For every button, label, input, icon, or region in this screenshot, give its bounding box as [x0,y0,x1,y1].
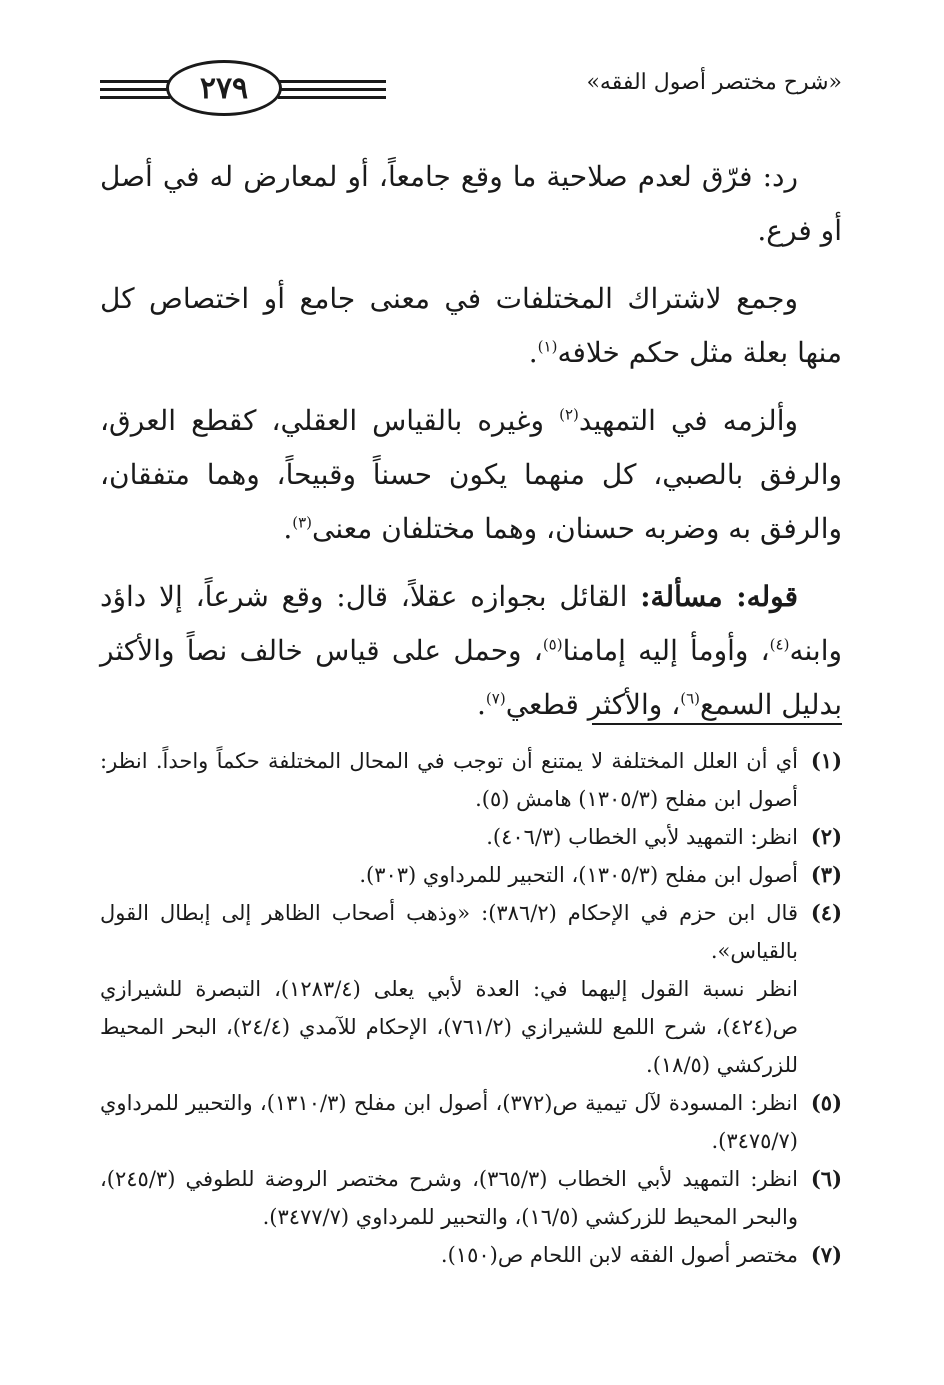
footnote-body [100,818,798,856]
footnote-ref[interactable]: (٦) [680,689,701,708]
footnote-number: (٥) [810,1090,842,1115]
paragraph-text: القائل بجوازه عقلاً، قال: وقع شرعاً، إلا داؤد وابنه [100,580,842,667]
header-rule [100,80,170,83]
footnote-ref[interactable]: (٢) [559,405,579,424]
footnote-ref[interactable]: (٣) [292,513,312,532]
footnote-text: أي أن العلل المختلفة لا يمتنع أن توجب في المحال المختلفة حكماً واحداً. انظر: أصول ابن مفلح (١٣٠٥/٣) هامش (٥). [100,749,798,811]
paragraph-1 [100,150,842,258]
footnote-item [100,1160,842,1236]
paragraph-text: وغيره بالقياس العقلي، كقطع العرق، والرفق بالصبي، كل منهما يكون حسناً وقبيحاً، وهما متفقان، والرفق به وضربه حسنان، وهما مختلفان معنى [100,404,842,545]
page-number: ٢٧٩ [166,60,282,116]
footnote-text: انظر: التمهيد لأبي الخطاب (٣٦٥/٣)، وشرح مختصر الروضة للطوفي (٢٤٥/٣)، والبحر المحيط للزركشي (١٦/٥)، والتحبير للمرداوي (٣٤٧٧/٧). [100,1167,798,1229]
footnote-number: (٤) [810,900,842,925]
header-rule [100,88,170,91]
paragraph-text: . [528,336,538,369]
footnote-text: انظر: المسودة لآل تيمية ص(٣٧٢)، أصول ابن مفلح (١٣١٠/٣)، والتحبير للمرداوي (٣٤٧٥/٧). [100,1091,798,1153]
paragraph-lead: قوله: مسألة: [640,580,798,613]
footnote-item [100,856,842,894]
page-header [100,58,842,122]
header-rule [100,96,170,99]
footnote-body [100,856,798,894]
footnote-number: (٢) [810,824,842,849]
paragraph-text: ، وأومأ إليه إمامنا [562,634,770,667]
footnote-text: انظر نسبة القول إليهما في: العدة لأبي يعلى (١٢٨٣/٤)، التبصرة للشيرازي ص(٤٢٤)، شرح اللمع للشيرازي (٧٦١/٢)، الإحكام للآمدي (٢٤/٤)، البحر المحيط للزركشي (١٨/٥). [100,977,799,1077]
footnote-item [100,1084,842,1160]
footnote-item [100,894,842,1084]
paragraph-3 [100,394,842,556]
footnote-number: (٣) [810,862,842,887]
footnote-item [100,818,842,856]
footnote-ref[interactable]: (١) [537,337,558,356]
footnote-text: مختصر أصول الفقه لابن اللحام ص(١٥٠). [440,1243,798,1267]
paragraph-text: ، والأكثر قطعي [505,688,681,721]
footnote-item [100,1236,842,1274]
paragraph-text: وألزمه في التمهيد [578,404,798,437]
footnote-item [100,742,842,818]
footnote-body [100,1236,798,1274]
paragraph-text: . [283,512,293,545]
footnote-number: (٧) [810,1242,842,1267]
header-rule [278,88,386,91]
footnote-number: (١) [810,748,842,773]
header-rule [278,96,386,99]
main-text [100,150,842,746]
footnote-body [100,742,798,818]
paragraph-text: وجمع لاشتراك المختلفات في معنى جامع أو اختصاص كل منها بعلة مثل حكم خلافه [100,282,842,369]
footnotes [100,742,842,1274]
paragraph-4 [100,570,842,732]
paragraph-2 [100,272,842,380]
footnote-text: انظر: التمهيد لأبي الخطاب (٤٠٦/٣). [486,825,798,849]
footnote-body [100,894,798,1084]
running-title: «شرح مختصر أصول الفقه» [586,70,842,95]
paragraph-text: ، وحمل على قياس خالف نصاً والأكثر بدليل السمع [100,634,842,721]
paragraph-text: . [477,688,486,721]
footnote-number: (٦) [810,1166,842,1191]
footnote-body [100,1160,798,1236]
footnote-body [100,1084,798,1160]
footnote-ref[interactable]: (٤) [769,635,790,654]
header-rule [278,80,386,83]
footnote-separator [592,723,842,725]
footnote-text: أصول ابن مفلح (١٣٠٥/٣)، التحبير للمرداوي (٣٠٣). [359,863,798,887]
paragraph-text: رد: فرّق لعدم صلاحية ما وقع جامعاً، أو لمعارض له في أصل أو فرع. [100,160,842,247]
footnote-text: قال ابن حزم في الإحكام (٣٨٦/٢): «وذهب أصحاب الظاهر إلى إبطال القول بالقياس». [100,901,798,963]
footnote-ref[interactable]: (٥) [542,635,563,654]
footnote-ref[interactable]: (٧) [485,689,506,708]
